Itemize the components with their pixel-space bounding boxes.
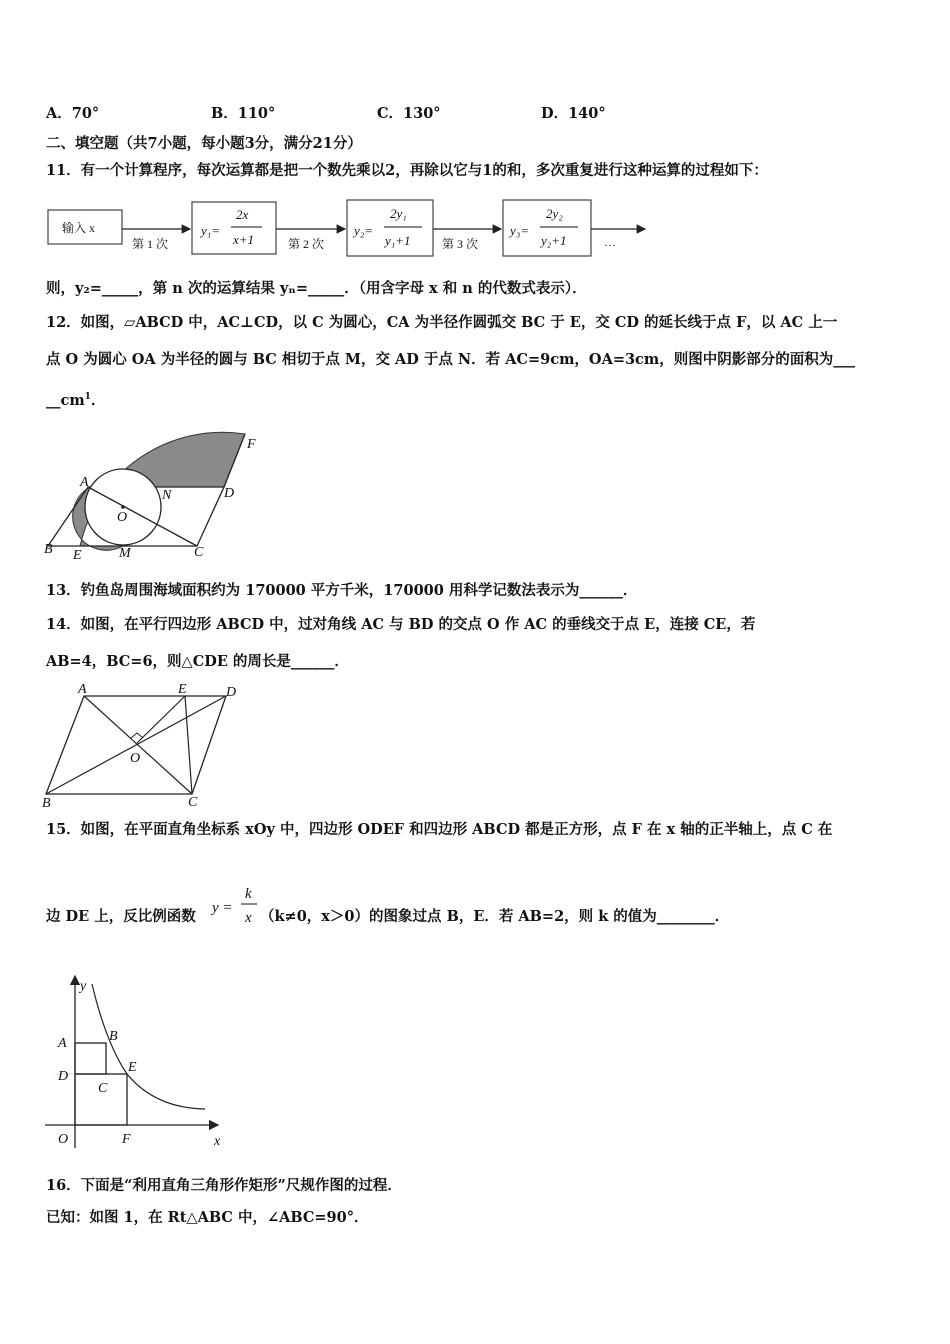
q14-label-a: A xyxy=(78,682,87,697)
flow-step3-label: 第 3 次 xyxy=(442,237,479,251)
q14-perpendicular-oe xyxy=(137,696,185,743)
q15-square-abcd xyxy=(75,1043,106,1074)
q12-line3-sup: 1 xyxy=(84,392,91,402)
q12-line3-suffix: ． xyxy=(90,391,106,409)
flow-y3-num: 2y₂ xyxy=(546,206,563,221)
q15-label-b: B xyxy=(109,1029,118,1044)
option-a: A．70° xyxy=(46,105,100,122)
q14-label-c: C xyxy=(188,795,198,810)
flow-y1-num: 2x xyxy=(236,207,249,222)
flow-y1-den: x+1 xyxy=(233,232,255,247)
q12-label-b: B xyxy=(44,542,53,557)
flow-y2-lhs: y₂= xyxy=(354,223,374,238)
q14-right-angle-mark xyxy=(131,733,143,738)
q15-line2-suffix: （k≠0，x＞0）的图象过点 B，E．若 AB=2，则 k 的值为________． xyxy=(260,908,730,925)
q15-label-c: C xyxy=(98,1081,108,1096)
q15-label-e: E xyxy=(128,1060,137,1075)
q15-line1: 15．如图，在平面直角坐标系 xOy 中，四边形 ODEF 和四边形 ABCD 都是正方形，点 F 在 x 轴的正半轴上，点 C 在 xyxy=(46,821,833,838)
q12-label-c: C xyxy=(194,545,204,560)
flow-y3-den: y₂+1 xyxy=(541,233,567,248)
q12-label-m: M xyxy=(119,546,131,561)
flow-y3-lhs: y₃= xyxy=(510,223,530,238)
q14-diagonal-ac xyxy=(84,696,192,794)
q15-hyperbola xyxy=(92,984,205,1109)
q15-label-a: A xyxy=(58,1036,67,1051)
q12-line1: 12．如图，▱ABCD 中，AC⊥CD，以 C 为圆心，CA 为半径作圆弧交 BC 于 E，交 CD 的延长线于点 F，以 AC 上一 xyxy=(46,314,838,331)
q15-fn-lhs: y = xyxy=(212,900,233,916)
q15-function-formula xyxy=(210,882,260,932)
q15-fn-den: x xyxy=(245,910,252,926)
q15-line2-prefix: 边 DE 上，反比例函数 xyxy=(46,908,196,925)
q15-label-o: O xyxy=(58,1132,69,1147)
q15-fn-num: k xyxy=(245,886,252,902)
q12-label-n: N xyxy=(162,488,172,503)
q15-label-x: x xyxy=(214,1134,221,1149)
flow-more: … xyxy=(604,235,616,249)
q12-line2: 点 O 为圆心 OA 为半径的圆与 BC 相切于点 M，交 AD 于点 N．若 AC=9cm，OA=3cm，则图中阴影部分的面积为___ xyxy=(46,351,855,368)
q16-line1: 16．下面是“利用直角三角形作矩形”尺规作图的过程． xyxy=(46,1177,402,1194)
q14-label-e: E xyxy=(178,682,187,697)
q12-label-e: E xyxy=(73,548,82,563)
q15-label-f: F xyxy=(122,1132,131,1147)
q12-line3-prefix: __cm xyxy=(46,391,85,409)
q11-text: 11．有一个计算程序，每次运算都是把一个数先乘以2，再除以它与1的和，多次重复进行这种运算的过程如下： xyxy=(46,162,768,179)
section-title: 二、填空题（共7小题，每小题3分，满分21分） xyxy=(46,135,362,152)
q14-label-o: O xyxy=(130,751,141,766)
q16-line2: 已知：如图 1，在 Rt△ABC 中，∠ABC=90°． xyxy=(46,1209,369,1226)
q14-line1: 14．如图，在平行四边形 ABCD 中，过对角线 AC 与 BD 的交点 O 作 AC 的垂线交于点 E，连接 CE，若 xyxy=(46,616,756,633)
q14-diagonal-bd xyxy=(46,696,226,794)
flow-y1-lhs: y₁= xyxy=(201,223,221,238)
q14-label-d: D xyxy=(226,685,237,700)
q12-label-a: A xyxy=(80,475,89,490)
q15-label-y: y xyxy=(80,979,87,994)
flow-y2-den: y₁+1 xyxy=(385,233,411,248)
q12-label-o: O xyxy=(117,510,128,525)
q12-label-d: D xyxy=(224,486,235,501)
q14-label-b: B xyxy=(42,796,51,811)
q14-segment-ce xyxy=(185,696,192,794)
flow-step1-label: 第 1 次 xyxy=(132,237,169,251)
q14-figure xyxy=(40,682,245,810)
option-c: C．130° xyxy=(377,105,441,122)
q12-line3 xyxy=(46,387,105,411)
flow-input-label: 输入 x xyxy=(62,221,96,235)
option-b: B．110° xyxy=(211,105,276,122)
q14-line2: AB=4，BC=6，则△CDE 的周长是______． xyxy=(46,653,349,670)
flow-y2-num: 2y₁ xyxy=(390,206,407,221)
q11-flowchart xyxy=(44,196,654,264)
option-d: D．140° xyxy=(541,105,606,122)
q15-label-d: D xyxy=(58,1069,69,1084)
flow-step2-label: 第 2 次 xyxy=(288,237,325,251)
q13-text: 13．钓鱼岛周围海域面积约为 170000 平方千米，170000 用科学记数法表示为______． xyxy=(46,582,638,599)
q12-figure xyxy=(40,425,270,565)
q11-answer-line: 则，y₂=_____，第 n 次的运算结果 yₙ=_____．（用含字母 x 和 n 的代数式表示）． xyxy=(46,280,587,297)
q15-figure xyxy=(40,968,240,1153)
q12-label-f: F xyxy=(247,437,256,452)
